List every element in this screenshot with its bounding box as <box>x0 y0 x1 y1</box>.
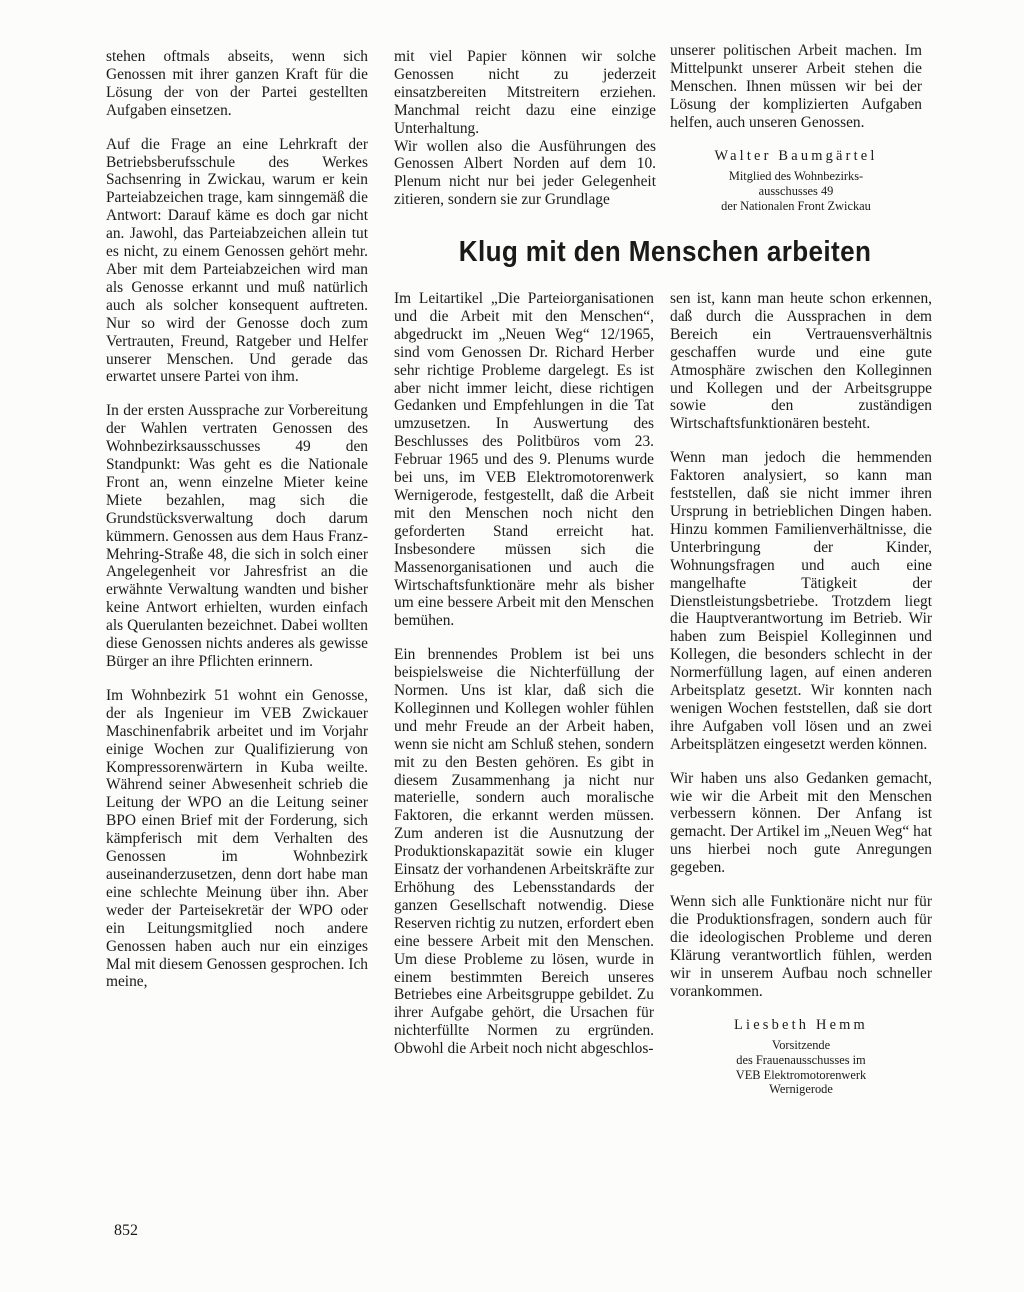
author-role <box>670 169 922 213</box>
author-role-line: Wernigerode <box>769 1082 833 1097</box>
prev-article-column-2 <box>394 48 656 209</box>
author-role-line: Vorsitzende <box>771 1038 831 1053</box>
paragraph: stehen oftmals abseits, wenn sich Genossen mit ihrer ganzen Kraft für die Lösung der von der Partei gestellten Aufgaben einsetzen. <box>106 48 368 119</box>
paragraph: Wir haben uns also Gedanken gemacht, wie wir die Arbeit mit den Menschen verbessern können. Der Anfang ist gemacht. Der Artikel im „Neuen Weg“ hat uns hierbei noch gute Anregungen gegeben. <box>670 769 932 877</box>
paragraph: unserer politischen Arbeit machen. Im Mittelpunkt unserer Arbeit stehen die Menschen. Ihnen müssen wir bei der Lösung der komplizierten Aufgaben helfen, auch unseren Genossen. <box>670 42 922 131</box>
paragraph: Ein brennendes Problem ist bei uns beispielsweise die Nichterfüllung der Normen. Uns ist klar, daß sich die Kolleginnen und Kollegen wohler fühlen und mehr Freude an der Arbeit haben, wenn sie nicht am Schluß stehen, sondern mit zu den Besten gehören. Es gibt in diesem Zusammenhang ja nicht nur materielle, sondern auch moralische Faktoren, die erkannt werden müssen. Zum anderen ist die Ausnutzung der Produktionskapazität sowie ein kluger Einsatz der vorhandenen Arbeitskräfte zur Erhöhung des Lebensstandards der ganzen Gesellschaft notwendig. Diese Reserven richtig zu nutzen, erfordert eben eine bessere Arbeit mit den Menschen. Um diese Probleme zu lösen, wurde in einem bestimmten Bereich unseres Betriebes eine Arbeitsgruppe gebildet. Zu ihrer Aufgabe gehört, die Ursachen für nichterfüllte Normen zu ergründen. Obwohl die Arbeit noch nicht abgeschlos- <box>394 646 654 1058</box>
author-name: Walter Baumgärtel <box>714 147 878 164</box>
paragraph: Im Leitartikel „Die Parteiorganisationen und die Arbeit mit den Menschen“, abgedruckt im „Neuen Weg“ 12/1965, sind vom Genossen Dr. Richard Herber sehr richtige Probleme dargelegt. Es ist aber nicht immer leicht, diese richtigen Gedanken und Empfehlungen in die Tat umzusetzen. In Auswertung des Beschlusses des Politbüros vom 23. Februar 1965 und des 9. Plenums wurde bei uns, im VEB Elektromotorenwerk Wernigerode, festgestellt, daß die Arbeit mit den Menschen noch nicht den geforderten Stand erreicht hat. Insbesondere müssen sich die Massenorganisationen und auch die Wirtschaftsfunktionäre mehr als bisher um eine bessere Arbeit mit den Menschen bemühen. <box>394 290 654 630</box>
paragraph: Auf die Frage an eine Lehrkraft der Betriebsberufsschule des Werkes Sachsenring in Zwickau, warum er kein Parteiabzeichen trage, kam sinngemäß die Antwort: Darauf käme es doch gar nicht an. Jawohl, das Parteiabzeichen allein tut es nicht, zu einem Genossen gehört mehr. Aber mit dem Parteiabzeichen wird man als Genosse erkannt und muß natürlich auch als solcher konsequent auftreten. Nur so wird der Genosse doch zum Vertrauten, Freund, Ratgeber und Helfer unserer Menschen. Und gerade das erwartet unsere Partei von ihm. <box>106 135 368 386</box>
prev-article-signature <box>670 148 922 214</box>
author-role-line: VEB Elektromotorenwerk <box>735 1067 867 1082</box>
author-role-line: der Nationalen Front Zwickau <box>721 198 871 213</box>
page-number: 852 <box>114 1222 138 1239</box>
prev-article-column-1 <box>106 48 368 991</box>
author-name: Liesbeth Hemm <box>734 1016 868 1033</box>
paragraph: Im Wohnbezirk 51 wohnt ein Genosse, der als Ingenieur im VEB Zwickauer Maschinenfabrik arbeitet und im Vorjahr einige Wochen zur Qualifizierung von Kompressorenwärtern in Kuba weilte. Während seiner Abwesenheit schrieb die Leitung der WPO an die Leitung seiner BPO einen Brief mit der Forderung, sich kämpferisch mit dem Verhalten des Genossen im Wohnbezirk auseinanderzusetzen, denn dort habe man eine schlechte Meinung über ihn. Aber weder der Parteisekretär der WPO oder ein Leitungsmitglied noch andere Genossen haben auch nur ein einziges Mal mit diesem Genossen gesprochen. Ich meine, <box>106 686 368 991</box>
author-role-line: Mitglied des Wohnbezirks- <box>728 169 864 184</box>
author-role-line: ausschusses 49 <box>758 184 834 199</box>
article-signature <box>670 1017 932 1097</box>
author-role-line: des Frauenausschusses im <box>736 1053 866 1068</box>
paragraph: Wenn sich alle Funktionäre nicht nur für die Produktionsfragen, sondern auch für die ideologischen Probleme und deren Klärung verantwortlich fühlen, werden wir in unserem Aufbau noch schneller vorankommen. <box>670 893 932 1000</box>
paragraph: Wenn man jedoch die hemmenden Faktoren analysiert, so kann man feststellen, daß sie nicht immer ihren Ursprung in betrieblichen Dingen haben. Hinzu kommen Familienverhältnisse, die Unterbringung der Kinder, Wohnungsfragen und auch eine mangelhafte Tätigkeit der Dienstleistungsbetriebe. Trotzdem liegt die Hauptverantwortung im Betrieb. Wir haben zum Beispiel Kolleginnen und Kollegen, die besonders schlecht in der Normerfüllung lagen, auf einen anderen Arbeitsplatz gesetzt. Wir konnten nach wenigen Wochen feststellen, daß sie dort ihre Aufgaben voll lösen und an zwei Arbeitsplätzen eingesetzt werden können. <box>670 449 932 753</box>
article-column-1 <box>394 290 654 1058</box>
paragraph: mit viel Papier können wir solche Genossen nicht zu jederzeit einsatzbereiten Mitstreitern erziehen. Manchmal reicht dazu eine einzige Unterhaltung. <box>394 48 656 137</box>
article-headline: Klug mit den Menschen arbeiten <box>458 236 872 268</box>
article-column-2 <box>670 290 932 1097</box>
prev-article-column-3 <box>670 42 922 213</box>
paragraph: sen ist, kann man heute schon erkennen, daß durch die Aussprachen in dem Bereich ein Vertrauensverhältnis geschaffen wurde und eine gute Atmosphäre zwischen den Kolleginnen und Kollegen und der Arbeitsgruppe sowie den zuständigen Wirtschaftsfunktionären besteht. <box>670 290 932 433</box>
paragraph: Wir wollen also die Ausführungen des Genossen Albert Norden auf dem 10. Plenum nicht nur bei jeder Gelegenheit zitieren, sondern sie zur Grundlage <box>394 137 656 209</box>
author-role <box>670 1038 932 1096</box>
paragraph: In der ersten Aussprache zur Vorbereitung der Wahlen vertraten Genossen des Wohnbezirksausschusses 49 den Standpunkt: Was geht es die Nationale Front an, wenn einzelne Mieter keine Miete bezahlen, mag sich die Grundstücksverwaltung doch darum kümmern. Genossen aus dem Haus Franz-Mehring-Straße 48, die sich in solch einer Angelegenheit vor Jahresfrist an die erwähnte Verwaltung wandten und bisher keine Antwort erhielten, wurden einfach als Querulanten bezeichnet. Dabei wollten diese Genossen nichts anderes als gewisse Bürger an ihre Pflichten erinnern. <box>106 402 368 670</box>
